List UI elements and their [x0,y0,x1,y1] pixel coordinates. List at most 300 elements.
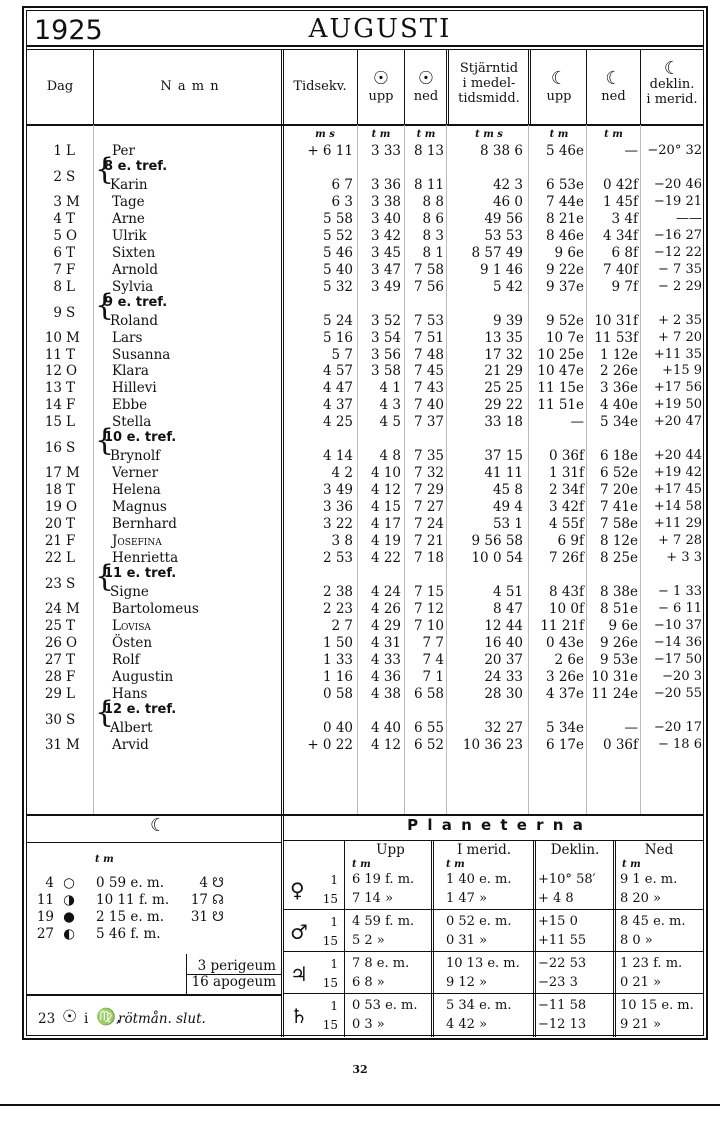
sun-ned-value: 7 1 [422,668,444,685]
day-number: 7 [53,261,62,278]
week-label: 10 e. tref. [104,430,177,446]
week-label: 12 e. tref. [104,701,177,717]
col-tidsekv: Tidsekv. [293,79,347,94]
planet-deklin: +15 0 [538,914,578,929]
stjarntid-value: 41 11 [484,465,523,482]
moon-up-value: 7 26f [548,549,584,566]
phase-icon: ○ [63,875,75,891]
planet-ned: 10 15 e. m. [620,998,694,1013]
week-brace: { [95,558,115,594]
planet-divider [613,841,616,1037]
planet-deklin: +10° 58′ [538,872,596,887]
stjarntid-value: 49 4 [492,499,523,516]
tidsekv-value: 4 25 [322,414,353,431]
week-brace: { [95,151,115,187]
moon-dekl-value: +17 56 [653,380,702,396]
tidsekv-value: 5 24 [322,312,353,329]
day-number: 29 [44,685,62,702]
stjarntid-value: 46 0 [492,193,523,210]
planet-deklin: −11 58 [538,998,587,1013]
moon-up-value: 0 36f [548,448,584,465]
planet-merid: 1 47 » [446,891,488,906]
venus-icon: ♀ [290,878,305,902]
phase-time: 5 46 f. m. [96,926,161,942]
stjarntid-value: 9 39 [492,312,523,329]
sun-ned-value: 7 15 [413,583,444,600]
week-brace: { [95,423,115,459]
sun-ned-value: 7 21 [413,533,444,549]
moon-up-value: 8 21e [545,210,584,227]
moon-apogeum: 16 apogeum [191,974,276,990]
sun-up-value: 3 33 [370,143,401,159]
sun-up-value: 4 17 [370,516,401,533]
moon-up-value: 3 42f [548,499,584,516]
weekday: O [66,499,78,516]
week-brace: { [95,694,115,730]
moon-dekl-value: +20 44 [653,448,702,464]
moon-dekl-value: +20 47 [653,414,702,430]
tidsekv-value: 2 38 [322,583,353,600]
title-rule-2 [26,49,704,50]
stjarntid-value: 16 40 [484,634,523,651]
phase-time: 0 59 e. m. [96,875,165,891]
tidsekv-value: 5 52 [322,227,353,244]
moon-ned-value: — [624,719,638,736]
moon-ned-icon: ☾ [605,68,622,89]
day-name: Roland [110,312,158,329]
day-name: Albert [110,719,153,736]
day-name: Per [112,143,135,159]
node-day: 31 [190,909,208,925]
moon-ned-value: 10 31f [594,312,638,329]
day-name: Josefina [112,533,162,549]
moon-up-value: 6 17e [545,736,584,753]
body-divider [640,125,641,815]
moon-dekl-value: − 18 6 [658,736,702,752]
moon-ned-value: 6 52e [599,465,638,482]
hdr-divider [528,49,531,125]
moon-dekl-value: +19 50 [653,397,702,413]
day-name: Stella [112,414,152,431]
weekday: S [66,575,76,592]
stjarntid-value: 17 32 [484,346,523,363]
moon-ned-value: 4 34f [602,227,638,244]
sun-ned-value: 7 4 [422,651,444,668]
day-number: 19 [44,499,62,516]
sun-up-icon: ☉ [372,68,390,89]
phase-day: 27 [36,926,54,942]
moon-perigeum: 3 perigeum [197,958,276,974]
day-number: 22 [44,549,62,566]
weekday: M [66,736,80,753]
moon-ned-value: 7 40f [602,261,638,278]
sun-ned-value: 6 58 [413,685,444,702]
planet-deklin: + 4 8 [538,891,574,906]
weekday: S [66,711,76,728]
year-title: 1925 [34,15,103,46]
sun-ned-value: 7 43 [413,380,444,397]
sun-up-value: 3 42 [370,227,401,244]
weekday: T [66,651,76,668]
stjarntid-value: 25 25 [484,380,523,397]
sun-up-value: 3 54 [370,329,401,346]
moon-up-icon: ☾ [550,68,568,89]
day-name: Hillevi [112,380,157,397]
moon-ned-value: 1 45f [602,193,638,210]
moon-dekl-icon: ☾ [663,58,681,79]
moon-section-icon: ☾ [150,815,167,836]
moon-dekl-value: − 7 35 [658,261,702,277]
moon-dekl-value: −20 55 [653,685,702,701]
planet-ned: 0 21 » [620,975,662,990]
stjarntid-value: 28 30 [484,685,523,702]
sun-up-value: 4 1 [379,380,401,397]
tidsekv-value: 3 36 [322,499,353,516]
sun-ned-value: 6 55 [413,719,444,736]
tidsekv-value: 1 33 [322,651,353,668]
moon-up-value: 10 25e [537,346,584,363]
moon-ned-value: 7 20e [599,482,638,499]
sun-ned-value: 7 51 [413,329,444,346]
day-name: Brynolf [110,448,161,465]
sun-ned-value: 7 35 [413,448,444,465]
tidsekv-value: 5 32 [322,278,353,295]
tidsekv-value: 4 37 [322,397,353,414]
body-divider [446,125,447,815]
planet-row-day: 1 [330,957,338,971]
tidsekv-value: 6 3 [331,193,353,210]
moon-up-value: 9 22e [545,261,584,278]
tidsekv-value: 5 40 [322,261,353,278]
moon-up-value: 3 26e [545,668,584,685]
week-label: 8 e. tref. [104,158,168,174]
day-number: 9 [53,304,62,321]
day-name: Signe [110,583,149,600]
moon-dekl-value: +17 45 [653,482,702,498]
weekday: S [66,304,76,321]
moon-ned-value: 6 8f [611,244,638,261]
tidsekv-value: 1 50 [322,634,353,651]
moon-dekl-value: −20 17 [653,719,702,735]
planet-unit-merid: t m [446,859,465,870]
day-name: Sixten [112,244,156,261]
phase-day: 19 [36,909,54,925]
planet-ned: 8 20 » [620,891,662,906]
node-day: 17 [190,892,208,908]
sun-ned-value: 7 18 [413,549,444,566]
weekday: F [66,397,76,414]
weekday: S [66,440,76,457]
moon-dekl-value: −16 27 [653,227,702,243]
sun-up-value: 4 12 [370,736,401,753]
moon-dekl-value: +11 29 [653,516,702,532]
day-number: 20 [44,516,62,533]
sun-ned-icon: ☉ [417,68,435,89]
weekday: O [66,227,78,244]
day-name: Sylvia [112,278,154,295]
apogeum-rule [186,974,282,975]
unit-moon-ned: t m [604,129,623,140]
sun-ned-value: 7 40 [413,397,444,414]
day-name: Bernhard [112,516,177,533]
day-number: 24 [44,600,62,617]
week-label: 9 e. tref. [104,294,168,310]
weekday: O [66,634,78,651]
sun-up-value: 4 24 [370,583,401,600]
tidsekv-value: 4 14 [322,448,353,465]
stjarntid-value: 45 8 [492,482,523,499]
moon-up-value: 9 52e [545,312,584,329]
day-number: 6 [53,244,62,261]
sun-up-value: 4 40 [370,719,401,736]
day-number: 3 [53,193,62,210]
tidsekv-value: 4 57 [322,363,353,380]
moon-dekl-value: −19 21 [653,193,702,209]
sun-up-value: 3 36 [370,176,401,193]
sun-sign-text: rötmån. slut. [118,1011,206,1027]
day-name: Helena [112,482,161,499]
planet-upp: 0 3 » [352,1017,385,1032]
stjarntid-value: 4 51 [492,583,523,600]
moon-ned-value: 11 24e [591,685,638,702]
moon-dekl-value: + 3 3 [666,549,702,565]
sun-up-value: 3 40 [370,210,401,227]
day-name: Ebbe [112,397,148,414]
col-stjarntid-1: Stjärntid [459,61,519,76]
moon-up-value: 2 6e [554,651,584,668]
unit-sun-up: t m [371,129,391,140]
moon-ned-value: 5 34e [599,414,638,431]
moon-ned-value: 7 41e [599,499,638,516]
weekday: F [66,533,76,549]
stjarntid-value: 9 56 58 [471,533,523,549]
weekday: L [66,414,75,431]
stjarntid-value: 32 27 [484,719,523,736]
sun-up-value: 4 15 [370,499,401,516]
day-name: Klara [112,363,149,380]
tidsekv-value: + 6 11 [307,143,353,159]
sun-ned-value: 8 6 [422,210,444,227]
bottom-page-rule [0,1104,720,1106]
weekday: L [66,685,75,702]
weekday: T [66,244,76,261]
moon-up-value: 10 0f [548,600,584,617]
stjarntid-value: 42 3 [492,176,523,193]
weekday: L [66,143,75,159]
stjarntid-value: 12 44 [484,617,523,634]
tidsekv-value: 5 16 [322,329,353,346]
moon-up-value: 0 43e [545,634,584,651]
planet-ned: 8 45 e. m. [620,914,686,929]
planet-merid: 10 13 e. m. [446,956,520,971]
planet-row-day: 15 [322,1018,338,1032]
moon-ned-value: 9 53e [599,651,638,668]
moon-up-value: 2 34f [548,482,584,499]
tidsekv-value: 3 8 [331,533,353,549]
moon-up-value: 8 46e [545,227,584,244]
planet-upp: 4 59 f. m. [352,914,415,929]
tidsekv-value: 5 7 [331,346,353,363]
header-rule [26,124,704,126]
tidsekv-value: 5 58 [322,210,353,227]
planet-merid: 9 12 » [446,975,488,990]
sun-ned-value: 7 37 [413,414,444,431]
moon-dekl-value: −20° 32 [647,143,702,158]
day-number: 12 [44,363,62,380]
moon-ned-value: — [624,143,638,159]
weekday: T [66,380,76,397]
planet-divider [431,841,434,1037]
stjarntid-value: 33 18 [484,414,523,431]
sun-ned-value: 8 3 [422,227,444,244]
phase-day: 4 [45,875,54,891]
week-brace: { [95,287,115,323]
tidsekv-value: 2 23 [322,600,353,617]
planet-ned: 9 21 » [620,1017,662,1032]
perigeum-divider [186,954,187,994]
saturn-icon: ♄ [290,1004,308,1028]
sun-ned-value: 7 12 [413,600,444,617]
col-stjarntid-3: tidsmidd. [458,91,520,106]
planet-row-day: 15 [322,976,338,990]
sun-up-value: 4 12 [370,482,401,499]
tidsekv-value: 0 40 [322,719,353,736]
node-icon: ☊ [212,892,224,908]
planet-unit-ned: t m [622,859,641,870]
body-divider [93,125,94,815]
sun-ned-value: 7 45 [413,363,444,380]
node-day: 4 [199,875,208,891]
planets-title: P l a n e t e r n a [407,816,585,834]
weekday: L [66,549,75,566]
title-rule [26,45,704,47]
weekday: M [66,329,80,346]
day-number: 30 [44,711,62,728]
stjarntid-value: 49 56 [484,210,523,227]
sun-ned-value: 7 29 [413,482,444,499]
moon-dekl-value: −10 37 [653,617,702,633]
sun-ned-value: 7 27 [413,499,444,516]
planet-deklin: −23 3 [538,975,578,990]
weekday: T [66,516,76,533]
day-name: Rolf [112,651,140,668]
planet-merid: 1 40 e. m. [446,872,512,887]
sun-ned-value: 8 13 [413,143,444,159]
day-name: Tage [112,193,145,210]
day-number: 4 [53,210,62,227]
tidsekv-value: 1 16 [322,668,353,685]
moon-up-value: 5 46e [545,143,584,159]
moon-ned-value: 1 12e [599,346,638,363]
stjarntid-value: 8 57 49 [471,244,523,261]
phase-icon: ◑ [63,892,75,908]
weekday: M [66,465,80,482]
weekday: T [66,482,76,499]
moon-up-value: 11 21f [540,617,584,634]
sun-ned-value: 7 24 [413,516,444,533]
day-number: 16 [44,440,62,457]
day-name: Augustin [112,668,174,685]
day-name: Magnus [112,499,167,516]
day-number: 14 [44,397,62,414]
moon-up-value: 10 7e [545,329,584,346]
week-label: 11 e. tref. [104,565,177,581]
col-moon-ned: ned [601,89,626,104]
moon-dekl-value: −17 50 [653,651,702,667]
phase-time: 2 15 e. m. [96,909,165,925]
sun-ned-value: 7 58 [413,261,444,278]
moon-up-value: 11 15e [537,380,584,397]
unit-moon-up: t m [549,129,569,140]
day-name: Arnold [112,261,158,278]
sun-up-value: 3 45 [370,244,401,261]
moon-dekl-value: —— [676,210,702,226]
sun-up-value: 3 58 [370,363,401,380]
moon-unit: t m [95,854,114,865]
moon-up-value: 9 6e [554,244,584,261]
day-number: 11 [44,346,62,363]
day-name: Hans [112,685,148,702]
moon-dekl-value: − 2 29 [658,278,702,294]
stjarntid-value: 24 33 [484,668,523,685]
moon-ned-value: 7 58e [599,516,638,533]
tidsekv-value: 4 2 [331,465,353,482]
sun-ned-value: 8 11 [413,176,444,193]
moon-ned-value: 0 36f [602,736,638,753]
moon-up-value: 1 31f [548,465,584,482]
moon-dekl-value: −12 22 [653,244,702,260]
day-name: Östen [112,634,153,651]
col-namn: N a m n [160,79,220,94]
day-name: Lars [112,329,143,346]
moon-up-value: 4 55f [548,516,584,533]
planet-row-day: 1 [330,915,338,929]
moon-up-value: 11 51e [537,397,584,414]
sun-up-value: 4 5 [379,414,401,431]
day-name: Karin [110,176,148,193]
moon-dekl-value: − 1 33 [658,583,702,599]
moon-section-rule [26,842,282,843]
phase-day: 11 [36,892,54,908]
moon-dekl-value: +11 35 [653,346,702,362]
weekday: M [66,600,80,617]
moon-ned-value: 2 26e [599,363,638,380]
planet-merid: 0 31 » [446,933,488,948]
stjarntid-value: 10 0 54 [471,549,523,566]
sun-sign-rule [26,994,282,996]
planet-upp: 6 8 » [352,975,385,990]
stjarntid-value: 5 42 [492,278,523,295]
moon-dekl-value: +14 58 [653,499,702,515]
tidsekv-value: 6 7 [331,176,353,193]
day-name: Arvid [112,736,149,753]
day-name: Lovisa [112,617,151,634]
day-name: Bartolomeus [112,600,199,617]
sun-up-value: 4 26 [370,600,401,617]
moon-ned-value: 8 25e [599,549,638,566]
moon-ned-value: 11 53f [594,329,638,346]
moon-dekl-value: + 7 28 [658,533,702,548]
moon-dekl-value: + 7 20 [658,329,702,345]
day-number: 1 [53,143,62,159]
stjarntid-value: 21 29 [484,363,523,380]
sun-up-value: 4 29 [370,617,401,634]
node-icon: ☋ [212,875,224,891]
node-icon: ☋ [212,909,224,925]
weekday: F [66,668,76,685]
moon-up-value: 4 37e [545,685,584,702]
planet-merid: 0 52 e. m. [446,914,512,929]
